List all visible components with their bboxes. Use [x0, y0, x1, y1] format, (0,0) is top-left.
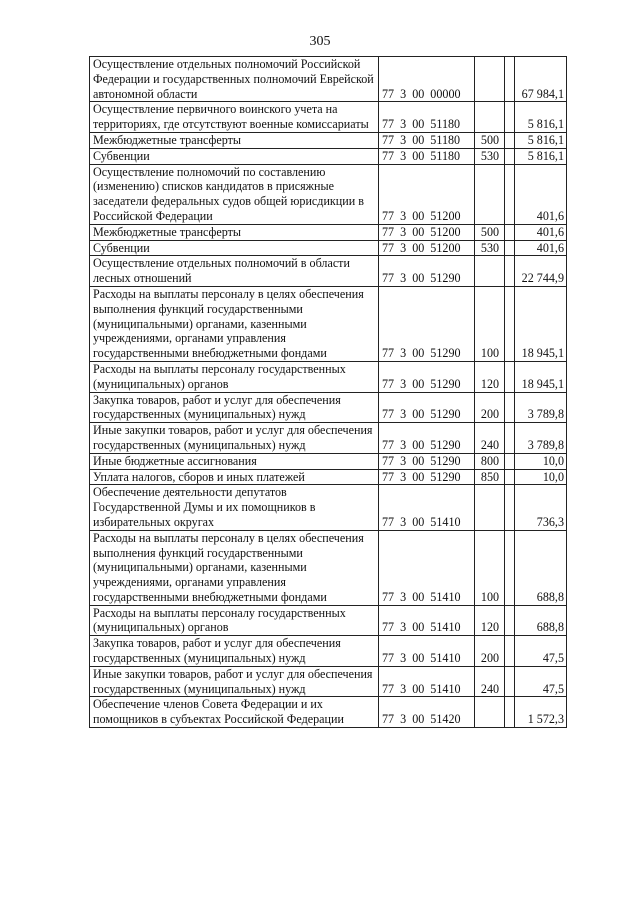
amount: 18 945,1	[515, 286, 567, 361]
spacer-cell	[505, 530, 515, 605]
spacer-cell	[505, 697, 515, 728]
amount: 18 945,1	[515, 361, 567, 392]
expense-name: Закупка товаров, работ и услуг для обеспечения государственных (муниципальных) нужд	[90, 392, 379, 423]
amount: 736,3	[515, 485, 567, 530]
spacer-cell	[505, 392, 515, 423]
expense-name: Уплата налогов, сборов и иных платежей	[90, 469, 379, 485]
expense-type-code: 100	[475, 286, 505, 361]
spacer-cell	[505, 469, 515, 485]
expense-name: Осуществление первичного воинского учета на территориях, где отсутствуют военные комиссариаты	[90, 102, 379, 133]
expense-type-code: 800	[475, 453, 505, 469]
amount: 10,0	[515, 453, 567, 469]
spacer-cell	[505, 102, 515, 133]
expense-type-code: 530	[475, 148, 505, 164]
target-article-code: 77 3 00 51180	[379, 102, 475, 133]
target-article-code: 77 3 00 51410	[379, 666, 475, 697]
target-article-code: 77 3 00 51290	[379, 256, 475, 287]
spacer-cell	[505, 605, 515, 636]
table-row	[90, 148, 567, 164]
expense-name: Осуществление отдельных полномочий Российской Федерации и государственных полномочий Еврейской автономной области	[90, 57, 379, 102]
expense-type-code	[475, 102, 505, 133]
spacer-cell	[505, 361, 515, 392]
amount: 67 984,1	[515, 57, 567, 102]
expense-name: Расходы на выплаты персоналу в целях обеспечения выполнения функций государственными (муниципальными) органами, казенными учреждениями, органами управления государственными внебюджетными фондами	[90, 286, 379, 361]
expense-type-code: 240	[475, 666, 505, 697]
target-article-code: 77 3 00 51180	[379, 132, 475, 148]
spacer-cell	[505, 240, 515, 256]
expense-type-code: 120	[475, 605, 505, 636]
target-article-code: 77 3 00 51290	[379, 423, 475, 454]
amount: 22 744,9	[515, 256, 567, 287]
expense-name: Обеспечение деятельности депутатов Государственной Думы и их помощников в избирательных округах	[90, 485, 379, 530]
spacer-cell	[505, 636, 515, 667]
table-row	[90, 132, 567, 148]
table-row	[90, 453, 567, 469]
budget-table	[89, 56, 567, 728]
expense-type-code: 100	[475, 530, 505, 605]
table-row	[90, 469, 567, 485]
table-row	[90, 224, 567, 240]
expense-name: Иные закупки товаров, работ и услуг для обеспечения государственных (муниципальных) нужд	[90, 423, 379, 454]
expense-name: Расходы на выплаты персоналу государственных (муниципальных) органов	[90, 361, 379, 392]
expense-name: Межбюджетные трансферты	[90, 224, 379, 240]
target-article-code: 77 3 00 51410	[379, 605, 475, 636]
spacer-cell	[505, 224, 515, 240]
amount: 688,8	[515, 605, 567, 636]
amount: 47,5	[515, 666, 567, 697]
expense-name: Межбюджетные трансферты	[90, 132, 379, 148]
table-row	[90, 361, 567, 392]
expense-name: Осуществление полномочий по составлению (изменению) списков кандидатов в присяжные заседатели федеральных судов общей юрисдикции в Российской Федерации	[90, 164, 379, 224]
spacer-cell	[505, 164, 515, 224]
expense-type-code	[475, 164, 505, 224]
table-row	[90, 697, 567, 728]
expense-type-code: 500	[475, 132, 505, 148]
table-row	[90, 57, 567, 102]
expense-name: Субвенции	[90, 240, 379, 256]
target-article-code: 77 3 00 51290	[379, 392, 475, 423]
spacer-cell	[505, 423, 515, 454]
table-row	[90, 423, 567, 454]
spacer-cell	[505, 286, 515, 361]
table-row	[90, 392, 567, 423]
expense-name: Субвенции	[90, 148, 379, 164]
target-article-code: 77 3 00 51290	[379, 469, 475, 485]
amount: 3 789,8	[515, 423, 567, 454]
expense-type-code	[475, 485, 505, 530]
amount: 401,6	[515, 164, 567, 224]
target-article-code: 77 3 00 51410	[379, 485, 475, 530]
expense-type-code: 200	[475, 636, 505, 667]
budget-table-body	[90, 57, 567, 728]
table-row	[90, 530, 567, 605]
amount: 3 789,8	[515, 392, 567, 423]
target-article-code: 77 3 00 51290	[379, 286, 475, 361]
expense-name: Расходы на выплаты персоналу государственных (муниципальных) органов	[90, 605, 379, 636]
expense-name: Закупка товаров, работ и услуг для обеспечения государственных (муниципальных) нужд	[90, 636, 379, 667]
table-row	[90, 256, 567, 287]
amount: 10,0	[515, 469, 567, 485]
table-row	[90, 286, 567, 361]
table-row	[90, 240, 567, 256]
target-article-code: 77 3 00 51200	[379, 240, 475, 256]
expense-type-code	[475, 256, 505, 287]
expense-type-code	[475, 697, 505, 728]
target-article-code: 77 3 00 51200	[379, 224, 475, 240]
target-article-code: 77 3 00 51410	[379, 636, 475, 667]
spacer-cell	[505, 148, 515, 164]
spacer-cell	[505, 132, 515, 148]
table-row	[90, 485, 567, 530]
expense-type-code: 530	[475, 240, 505, 256]
amount: 5 816,1	[515, 132, 567, 148]
expense-name: Осуществление отдельных полномочий в области лесных отношений	[90, 256, 379, 287]
target-article-code: 77 3 00 51200	[379, 164, 475, 224]
expense-type-code	[475, 57, 505, 102]
table-row	[90, 636, 567, 667]
spacer-cell	[505, 453, 515, 469]
spacer-cell	[505, 256, 515, 287]
spacer-cell	[505, 57, 515, 102]
amount: 5 816,1	[515, 102, 567, 133]
expense-name: Расходы на выплаты персоналу в целях обеспечения выполнения функций государственными (муниципальными) органами, казенными учреждениями, органами управления государственными внебюджетными фондами	[90, 530, 379, 605]
expense-type-code: 120	[475, 361, 505, 392]
table-row	[90, 605, 567, 636]
amount: 1 572,3	[515, 697, 567, 728]
target-article-code: 77 3 00 00000	[379, 57, 475, 102]
amount: 688,8	[515, 530, 567, 605]
table-row	[90, 164, 567, 224]
target-article-code: 77 3 00 51410	[379, 530, 475, 605]
table-row	[90, 666, 567, 697]
spacer-cell	[505, 666, 515, 697]
expense-type-code: 850	[475, 469, 505, 485]
expense-name: Обеспечение членов Совета Федерации и их помощников в субъектах Российской Федерации	[90, 697, 379, 728]
expense-name: Иные закупки товаров, работ и услуг для обеспечения государственных (муниципальных) нужд	[90, 666, 379, 697]
expense-name: Иные бюджетные ассигнования	[90, 453, 379, 469]
spacer-cell	[505, 485, 515, 530]
target-article-code: 77 3 00 51290	[379, 453, 475, 469]
expense-type-code: 240	[475, 423, 505, 454]
amount: 47,5	[515, 636, 567, 667]
target-article-code: 77 3 00 51180	[379, 148, 475, 164]
table-row	[90, 102, 567, 133]
amount: 401,6	[515, 224, 567, 240]
amount: 5 816,1	[515, 148, 567, 164]
expense-type-code: 500	[475, 224, 505, 240]
target-article-code: 77 3 00 51420	[379, 697, 475, 728]
expense-type-code: 200	[475, 392, 505, 423]
target-article-code: 77 3 00 51290	[379, 361, 475, 392]
amount: 401,6	[515, 240, 567, 256]
page-number: 305	[309, 34, 331, 49]
